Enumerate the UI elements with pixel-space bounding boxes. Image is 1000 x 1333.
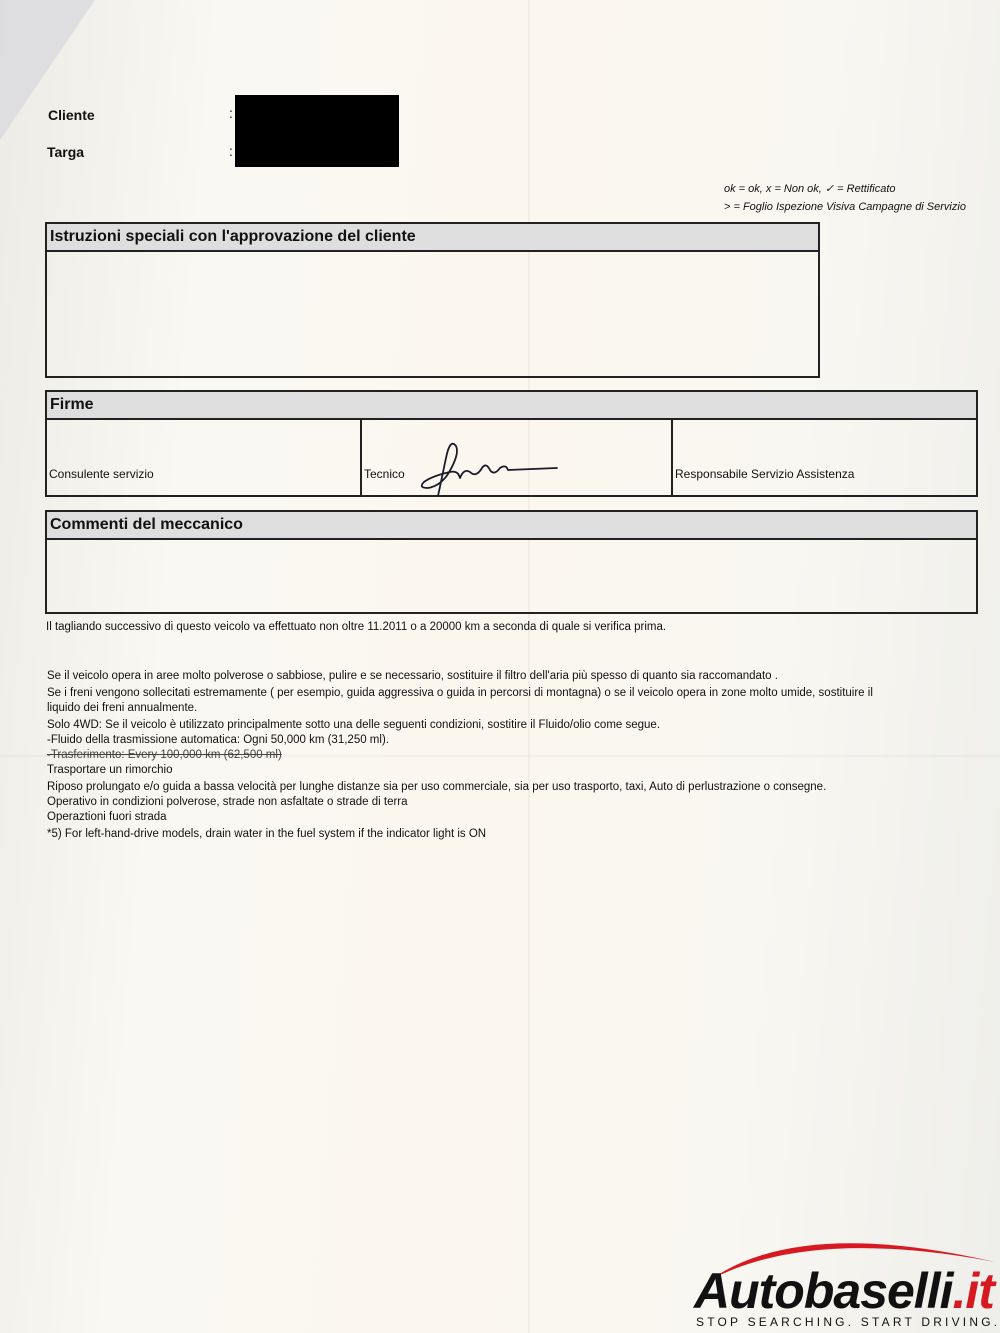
redaction-block: [235, 95, 399, 167]
responsabile-cell: [671, 418, 976, 495]
fold-line-vertical: [528, 0, 530, 1333]
responsabile-label: Responsabile Servizio Assistenza: [675, 467, 855, 481]
note-line: Operaztioni fuori strada: [47, 811, 167, 823]
note-line: Riposo prolungato e/o guida a bassa velocità per lunghe distanze sia per uso commerciale, sia per uso trasporto, taxi, Auto di perlustrazione o consegne.: [47, 781, 827, 793]
commenti-box: [45, 510, 978, 614]
note-line: liquido dei freni annualmente.: [47, 702, 198, 714]
consulente-cell: [47, 418, 360, 495]
cliente-label: Cliente: [48, 107, 95, 123]
note-line: Solo 4WD: Se il veicolo è utilizzato principalmente sotto una delle seguenti condizioni, sostitire il Fluido/olio come segue.: [47, 719, 661, 731]
firme-title: Firme: [47, 392, 976, 420]
logo-tagline: STOP SEARCHING. START DRIVING.: [696, 1315, 1000, 1329]
consulente-label: Consulente servizio: [49, 467, 154, 481]
logo-tld: .it: [952, 1263, 994, 1319]
legend-line-2: > = Foglio Ispezione Visiva Campagne di Servizio: [724, 201, 966, 213]
note-line: Operativo in condizioni polverose, strade non asfaltate o strade di terra: [47, 796, 408, 808]
note-line: -Fluido della trasmissione automatica: Ogni 50,000 km (31,250 ml).: [47, 734, 389, 746]
note-line-struck: -Trasferimento: Every 100,000 km (62,500 ml): [47, 749, 282, 761]
tecnico-label: Tecnico: [364, 467, 405, 481]
note-line: Se il veicolo opera in aree molto polverose o sabbiose, pulire e se necessario, sostituire il filtro dell'aria più spesso di quanto sia raccomandato .: [47, 670, 778, 682]
legend: [724, 180, 966, 216]
note-line: Trasportare un rimorchio: [47, 764, 173, 776]
legend-line-1: ok = ok, x = Non ok, ✓ = Rettificato: [724, 183, 896, 195]
signature: [412, 428, 562, 498]
tecnico-cell: [360, 418, 671, 495]
targa-colon: :: [229, 143, 233, 159]
istruzioni-box: [45, 222, 820, 378]
istruzioni-title: Istruzioni speciali con l'approvazione del cliente: [47, 224, 818, 252]
targa-label: Targa: [47, 144, 85, 160]
logo-wordmark: [694, 1262, 994, 1320]
next-service-text: Il tagliando successivo di questo veicolo va effettuato non oltre 11.2011 o a 20000 km a seconda di quale si verifica prima.: [46, 621, 667, 633]
note-line: *5) For left-hand-drive models, drain water in the fuel system if the indicator light is ON: [47, 828, 487, 840]
cliente-colon: :: [229, 105, 233, 121]
firme-box: [45, 390, 978, 497]
commenti-title: Commenti del meccanico: [47, 512, 976, 540]
note-line: Se i freni vengono sollecitati estremamente ( per esempio, guida aggressiva o guida in percorsi di montagna) o se il veicolo opera in zone molto umide, sostituire il: [47, 687, 873, 699]
logo-brand: Autobaselli: [694, 1263, 953, 1319]
